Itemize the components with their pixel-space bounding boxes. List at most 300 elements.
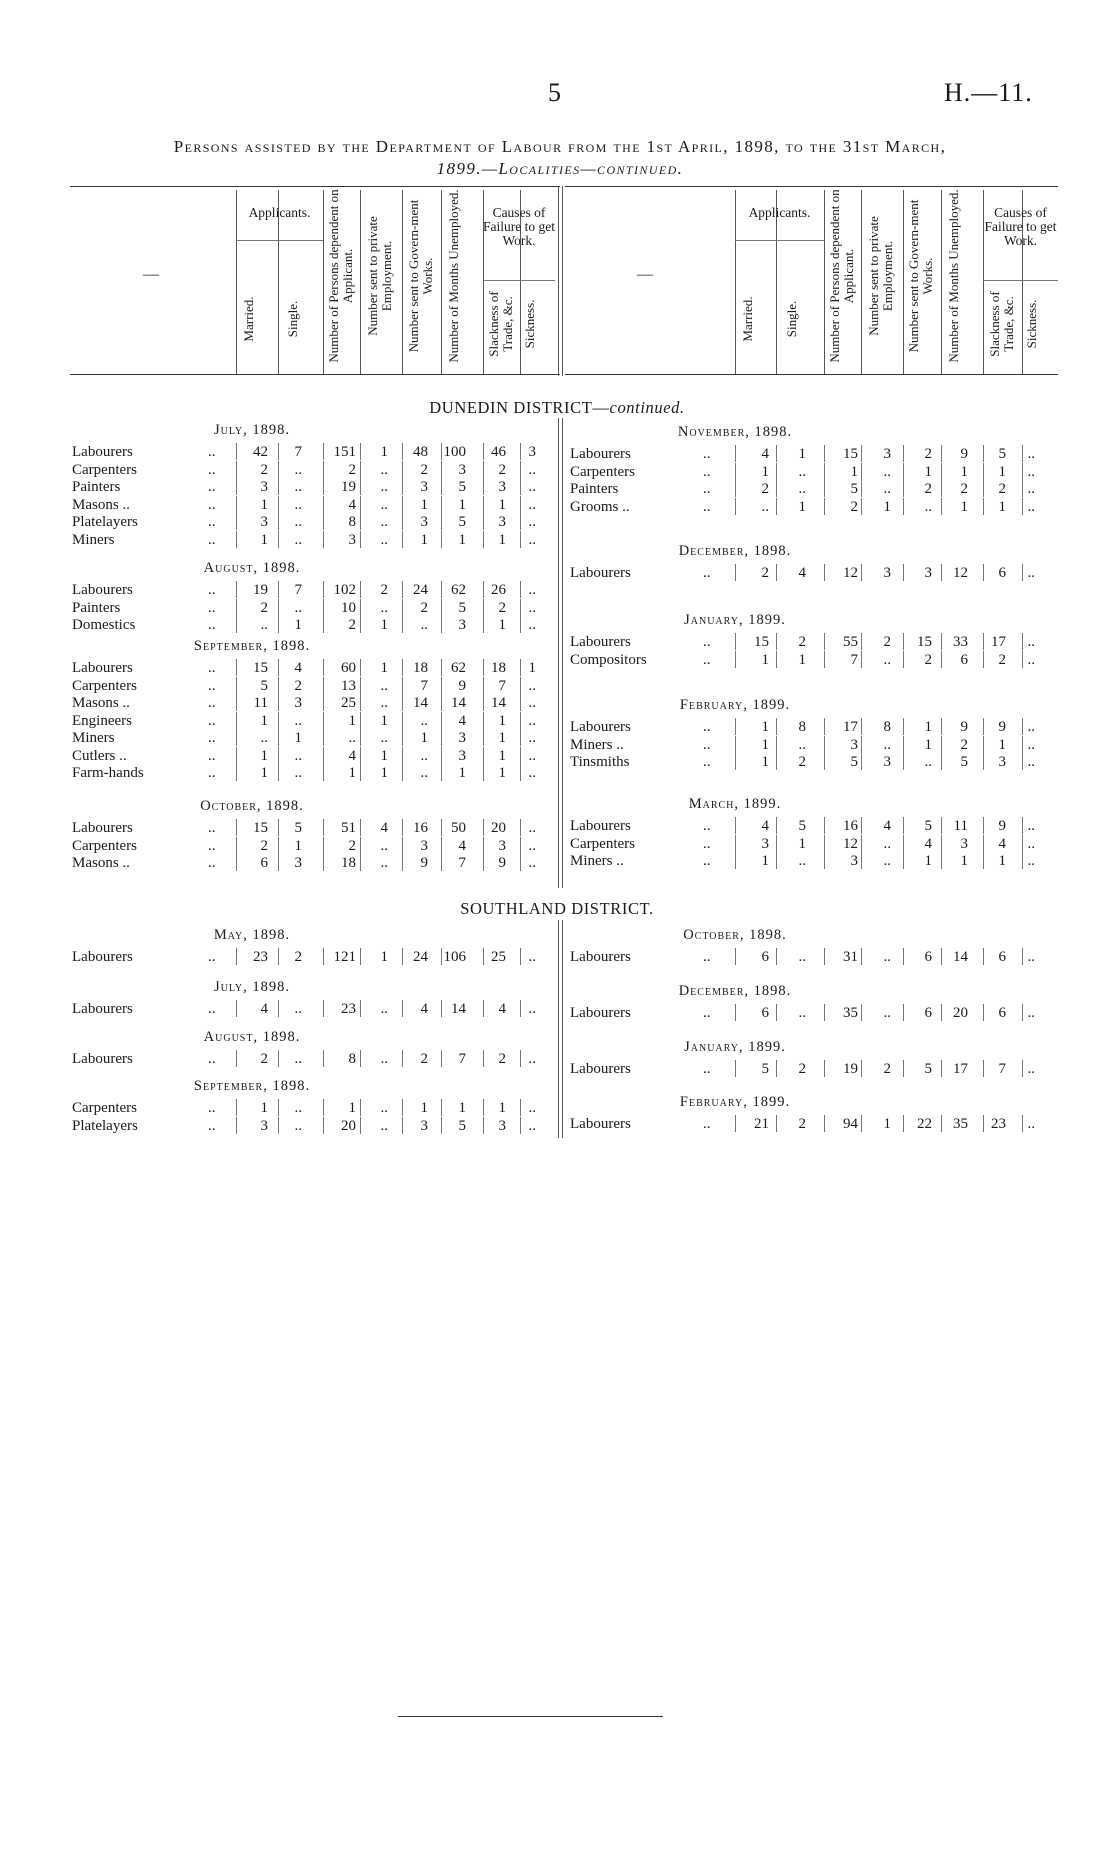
cell-value: .. <box>528 695 536 711</box>
row-label: Labourers <box>72 1051 133 1067</box>
row-label: Labourers <box>72 949 133 965</box>
cell-value: 14 <box>451 1001 466 1017</box>
cell-value: .. <box>883 736 891 753</box>
row-leader-dots: .. <box>208 599 216 616</box>
header-column-separator <box>360 190 361 374</box>
cell-value: .. <box>528 461 536 478</box>
row-leader-dots: .. <box>208 747 216 764</box>
cell-value: .. <box>294 531 302 548</box>
cell-value: .. <box>528 747 536 764</box>
row-leader-dots: .. <box>208 1051 216 1067</box>
cell-value: 24 <box>413 949 428 965</box>
cell-value: .. <box>380 599 388 616</box>
cell-value: 2 <box>761 565 769 581</box>
header-column-separator <box>323 190 324 374</box>
cell-value: .. <box>1027 853 1035 869</box>
table-row <box>570 634 1058 651</box>
applicants-rule <box>735 240 824 241</box>
row-leader-dots: .. <box>208 820 216 836</box>
row-leader-dots: .. <box>208 1100 216 1116</box>
causes-header: Causes of Failure to get Work. <box>984 205 1057 248</box>
cell-value: .. <box>294 1051 302 1067</box>
cell-value: 1 <box>260 712 268 729</box>
row-label: Miners <box>72 730 115 746</box>
cell-value: .. <box>883 1005 891 1021</box>
cell-value: 2 <box>498 599 506 616</box>
cell-value: 23 <box>253 949 268 965</box>
cell-value: .. <box>924 754 932 770</box>
cell-value: 4 <box>420 1001 428 1017</box>
district-suffix: continued. <box>609 398 685 417</box>
cell-value: .. <box>380 496 388 513</box>
cell-value: 106 <box>443 949 466 965</box>
cell-value: 19 <box>843 1061 858 1077</box>
cell-value: .. <box>1027 1005 1035 1021</box>
cell-value: 51 <box>341 820 356 836</box>
row-leader-dots: .. <box>703 818 711 834</box>
cell-value: 1 <box>380 444 388 460</box>
cell-value: 19 <box>253 582 268 598</box>
applicants-rule <box>236 240 323 241</box>
document-reference: H.—11. <box>944 78 1033 107</box>
month-heading: March, 1899. <box>688 796 782 812</box>
table-row <box>570 1061 1058 1078</box>
cell-value: 15 <box>253 660 268 676</box>
cell-value: 4 <box>260 1001 268 1017</box>
month-heading: February, 1899. <box>679 697 791 713</box>
cell-value: 6 <box>998 949 1006 965</box>
cell-value: 1 <box>960 853 968 869</box>
month-heading: October, 1898. <box>200 798 304 814</box>
cell-value: .. <box>1027 565 1035 581</box>
row-label: Carpenters <box>72 677 137 694</box>
month-heading: January, 1899. <box>684 612 786 628</box>
cell-value: 50 <box>451 820 466 836</box>
cell-value: 1 <box>924 853 932 869</box>
header-column-separator <box>824 190 825 374</box>
cell-value: 33 <box>953 634 968 650</box>
title-line-1: Persons assisted by the Department of Labour from the 1st April, 1898, to the 31st March, <box>173 137 947 156</box>
cell-value: 10 <box>341 599 356 616</box>
cell-value: 7 <box>458 1051 466 1067</box>
cell-value: 3 <box>458 461 466 478</box>
row-label: Carpenters <box>72 837 137 854</box>
row-leader-dots: .. <box>703 651 711 668</box>
header-government: Number sent to Govern-ment Works. <box>906 199 935 353</box>
header-column-separator <box>402 190 403 374</box>
cell-value: .. <box>883 481 891 497</box>
cell-value: 1 <box>420 531 428 548</box>
bottom-rule <box>398 1716 663 1717</box>
month-heading: September, 1898. <box>193 638 311 654</box>
cell-value: 3 <box>528 444 536 460</box>
cell-value: 1 <box>380 765 388 781</box>
cell-value: 35 <box>953 1116 968 1132</box>
row-label: Platelayers <box>72 514 138 530</box>
cell-value: .. <box>883 463 891 480</box>
cell-value: 2 <box>960 736 968 753</box>
table-row <box>570 499 1058 516</box>
cell-value: .. <box>798 736 806 753</box>
header-private: Number sent to private Employment. <box>866 216 895 336</box>
table-row <box>72 532 555 549</box>
row-leader-dots: .. <box>208 514 216 530</box>
cell-value: 5 <box>260 677 268 694</box>
cell-value: 121 <box>333 949 356 965</box>
cell-value: 4 <box>998 835 1006 852</box>
cell-value: 1 <box>761 736 769 753</box>
cell-value: 5 <box>458 1117 466 1134</box>
cell-value: 1 <box>420 1100 428 1116</box>
header-months: Number of Months Unemployed. <box>946 189 961 363</box>
row-leader-dots: .. <box>208 765 216 781</box>
cell-value: .. <box>528 479 536 495</box>
month-heading: August, 1898. <box>203 560 301 576</box>
cell-value: .. <box>260 730 268 746</box>
row-leader-dots: .. <box>703 949 711 965</box>
cell-value: 1 <box>998 853 1006 869</box>
header-column-separator <box>903 190 904 374</box>
cell-value: 23 <box>991 1116 1006 1132</box>
cell-value: 6 <box>998 1005 1006 1021</box>
cell-value: 7 <box>294 582 302 598</box>
table-row <box>570 754 1058 771</box>
row-label: Compositors <box>570 651 647 668</box>
district-heading-southland: SOUTHLAND DISTRICT. <box>460 899 654 918</box>
cell-value: 15 <box>253 820 268 836</box>
cell-value: 1 <box>498 747 506 764</box>
cell-value: 5 <box>458 599 466 616</box>
cell-value: 3 <box>420 514 428 530</box>
cell-value: .. <box>1027 498 1035 515</box>
cell-value: 3 <box>458 730 466 746</box>
cell-value: 1 <box>380 747 388 764</box>
cell-value: .. <box>528 1051 536 1067</box>
center-divider <box>558 920 563 1138</box>
cell-value: 3 <box>960 835 968 852</box>
cell-value: 3 <box>458 617 466 633</box>
row-label: Labourers <box>72 444 133 460</box>
row-leader-dots: .. <box>208 582 216 598</box>
cell-value: 2 <box>798 1116 806 1132</box>
cell-value: 18 <box>413 660 428 676</box>
cell-value: .. <box>798 463 806 480</box>
cell-value: .. <box>798 481 806 497</box>
cell-value: 1 <box>798 835 806 852</box>
cell-value: 18 <box>491 660 506 676</box>
cell-value: 1 <box>260 765 268 781</box>
cell-value: .. <box>528 820 536 836</box>
cell-value: .. <box>528 599 536 616</box>
cell-value: 4 <box>348 496 356 513</box>
table-row <box>570 949 1058 966</box>
cell-value: .. <box>1027 651 1035 668</box>
header-private: Number sent to private Employment. <box>365 216 394 336</box>
cell-value: 25 <box>491 949 506 965</box>
cell-value: 15 <box>917 634 932 650</box>
center-divider <box>558 418 563 888</box>
row-label: Platelayers <box>72 1117 138 1134</box>
table-row <box>72 820 555 837</box>
cell-value: 13 <box>341 677 356 694</box>
header-bottom-rule <box>565 374 1058 375</box>
row-label: Masons .. <box>72 695 130 711</box>
row-leader-dots: .. <box>703 1005 711 1021</box>
cell-value: 4 <box>458 837 466 854</box>
month-heading: September, 1898. <box>193 1078 311 1094</box>
cell-value: 102 <box>333 582 356 598</box>
header-dependent: Number of Persons dependent on Applicant. <box>325 189 355 363</box>
table-row <box>72 479 555 496</box>
cell-value: 1 <box>348 712 356 729</box>
row-label: Painters <box>570 481 619 497</box>
cell-value: 14 <box>451 695 466 711</box>
row-label: Cutlers .. <box>72 747 127 764</box>
cell-value: 1 <box>294 837 302 854</box>
cell-value: .. <box>294 599 302 616</box>
cell-value: .. <box>294 1100 302 1116</box>
cell-value: 1 <box>761 463 769 480</box>
table-row <box>72 713 555 730</box>
cell-value: 20 <box>341 1117 356 1134</box>
cell-value: 1 <box>294 617 302 633</box>
cell-value: 3 <box>294 855 302 871</box>
cell-value: 1 <box>998 736 1006 753</box>
cell-value: 9 <box>960 719 968 735</box>
table-row <box>72 1118 555 1135</box>
cell-value: .. <box>380 461 388 478</box>
cell-value: 17 <box>991 634 1006 650</box>
applicants-header: Applicants. <box>248 205 311 220</box>
cell-value: 3 <box>498 1117 506 1134</box>
cell-value: .. <box>883 949 891 965</box>
cell-value: 1 <box>380 617 388 633</box>
cell-value: 6 <box>924 1005 932 1021</box>
month-heading: November, 1898. <box>677 424 793 440</box>
cell-value: 2 <box>348 617 356 633</box>
row-label: Labourers <box>570 1005 631 1021</box>
row-leader-dots: .. <box>703 463 711 480</box>
cell-value: .. <box>380 1117 388 1134</box>
cell-value: 24 <box>413 582 428 598</box>
cell-value: 151 <box>333 444 356 460</box>
header-top-rule <box>70 186 560 187</box>
cell-value: .. <box>1027 1061 1035 1077</box>
cell-value: 60 <box>341 660 356 676</box>
cell-value: 1 <box>998 463 1006 480</box>
cell-value: 3 <box>260 1117 268 1134</box>
cell-value: 14 <box>491 695 506 711</box>
cell-value: .. <box>528 730 536 746</box>
row-leader-dots: .. <box>703 565 711 581</box>
row-label: Labourers <box>72 582 133 598</box>
month-heading: February, 1899. <box>679 1094 791 1110</box>
cell-value: 1 <box>380 712 388 729</box>
cell-value: 3 <box>260 479 268 495</box>
cell-value: .. <box>1027 719 1035 735</box>
page-title <box>60 136 1060 180</box>
cell-value: 3 <box>761 835 769 852</box>
cell-value: .. <box>1027 754 1035 770</box>
row-label: Labourers <box>570 446 631 462</box>
cell-value: .. <box>1027 634 1035 650</box>
row-label: Grooms .. <box>570 498 630 515</box>
row-leader-dots: .. <box>208 1117 216 1134</box>
cell-value: 16 <box>843 818 858 834</box>
cell-value: .. <box>798 1005 806 1021</box>
cell-value: 2 <box>924 446 932 462</box>
cell-value: .. <box>528 496 536 513</box>
cell-value: .. <box>883 651 891 668</box>
cell-value: 100 <box>443 444 466 460</box>
row-label: Masons .. <box>72 855 130 871</box>
cell-value: 4 <box>924 835 932 852</box>
cell-value: 1 <box>960 463 968 480</box>
cell-value: 6 <box>761 949 769 965</box>
table-row <box>570 719 1058 736</box>
table-row <box>72 730 555 747</box>
row-leader-dots: .. <box>703 634 711 650</box>
table-row <box>72 678 555 695</box>
cell-value: .. <box>528 712 536 729</box>
row-label: Carpenters <box>72 461 137 478</box>
row-label: Labourers <box>570 1116 631 1132</box>
cell-value: 8 <box>798 719 806 735</box>
header-dash-right: — <box>637 266 653 283</box>
cell-value: 5 <box>761 1061 769 1077</box>
month-heading: May, 1898. <box>213 927 291 943</box>
page-number: 5 <box>548 78 561 107</box>
cell-value: .. <box>294 496 302 513</box>
header-married: Married. <box>241 296 256 342</box>
month-heading: October, 1898. <box>683 927 787 943</box>
cell-value: 9 <box>498 855 506 871</box>
table-row <box>570 853 1058 870</box>
cell-value: 1 <box>458 531 466 548</box>
cell-value: 1 <box>761 853 769 869</box>
header-top-rule <box>565 186 1058 187</box>
table-row <box>72 617 555 634</box>
cell-value: .. <box>348 730 356 746</box>
cell-value: 4 <box>883 818 891 834</box>
cell-value: 1 <box>458 765 466 781</box>
cell-value: 2 <box>883 1061 891 1077</box>
cell-value: 4 <box>458 712 466 729</box>
cell-value: 3 <box>498 514 506 530</box>
cell-value: 6 <box>924 949 932 965</box>
cell-value: .. <box>528 531 536 548</box>
cell-value: 2 <box>761 481 769 497</box>
table-row <box>72 660 555 677</box>
row-label: Miners .. <box>570 853 624 869</box>
header-dependent: Number of Persons dependent on Applicant. <box>826 189 856 363</box>
cell-value: 1 <box>458 496 466 513</box>
row-label: Carpenters <box>72 1100 137 1116</box>
cell-value: .. <box>380 1001 388 1017</box>
header-slackness: Slackness of Trade, &c. <box>485 291 515 357</box>
cell-value: .. <box>294 514 302 530</box>
cell-value: .. <box>528 617 536 633</box>
cell-value: .. <box>294 712 302 729</box>
cell-value: 2 <box>498 1051 506 1067</box>
cell-value: .. <box>380 479 388 495</box>
cell-value: 9 <box>998 719 1006 735</box>
header-single: Single. <box>784 300 799 338</box>
table-row <box>570 1005 1058 1022</box>
cell-value: 1 <box>498 531 506 548</box>
cell-value: 8 <box>348 514 356 530</box>
cell-value: 2 <box>924 481 932 497</box>
cell-value: .. <box>798 949 806 965</box>
row-leader-dots: .. <box>703 835 711 852</box>
cell-value: 1 <box>260 747 268 764</box>
cell-value: .. <box>924 498 932 515</box>
cell-value: .. <box>1027 463 1035 480</box>
causes-header: Causes of Failure to get Work. <box>483 205 555 248</box>
cell-value: 1 <box>498 765 506 781</box>
row-label: Labourers <box>72 1001 133 1017</box>
cell-value: 12 <box>843 565 858 581</box>
table-row <box>72 949 555 966</box>
cell-value: .. <box>294 765 302 781</box>
cell-value: 1 <box>420 496 428 513</box>
header-slackness: Slackness of Trade, &c. <box>986 291 1016 357</box>
cell-value: 2 <box>348 837 356 854</box>
cell-value: 3 <box>498 837 506 854</box>
table-row <box>72 765 555 782</box>
header-column-separator <box>861 190 862 374</box>
cell-value: 2 <box>260 599 268 616</box>
cell-value: .. <box>798 853 806 869</box>
cell-value: 7 <box>498 677 506 694</box>
cell-value: 3 <box>998 754 1006 770</box>
row-label: Miners .. <box>570 736 624 753</box>
cell-value: 1 <box>498 496 506 513</box>
cell-value: 1 <box>798 446 806 462</box>
cell-value: 8 <box>883 719 891 735</box>
cell-value: 5 <box>798 818 806 834</box>
cell-value: 11 <box>253 695 268 711</box>
cell-value: 5 <box>960 754 968 770</box>
row-leader-dots: .. <box>208 660 216 676</box>
row-label: Engineers <box>72 712 132 729</box>
cell-value: .. <box>380 531 388 548</box>
causes-rule <box>983 280 1058 281</box>
header-sickness: Sickness. <box>521 299 537 349</box>
cell-value: .. <box>380 1100 388 1116</box>
row-leader-dots: .. <box>208 496 216 513</box>
cell-value: 1 <box>294 730 302 746</box>
row-label: Labourers <box>570 949 631 965</box>
cell-value: 4 <box>380 820 388 836</box>
table-row <box>570 818 1058 835</box>
cell-value: 11 <box>953 818 968 834</box>
row-leader-dots: .. <box>703 1116 711 1132</box>
cell-value: 1 <box>924 719 932 735</box>
cell-value: .. <box>420 765 428 781</box>
table-row <box>570 737 1058 754</box>
cell-value: 2 <box>960 481 968 497</box>
table-row <box>570 481 1058 498</box>
cell-value: .. <box>1027 1116 1035 1132</box>
row-label: Labourers <box>72 660 133 676</box>
cell-value: 17 <box>953 1061 968 1077</box>
header-government: Number sent to Govern-ment Works. <box>405 199 435 353</box>
cell-value: 5 <box>850 754 858 770</box>
cell-value: 7 <box>850 651 858 668</box>
table-row <box>72 838 555 855</box>
table-row <box>72 600 555 617</box>
